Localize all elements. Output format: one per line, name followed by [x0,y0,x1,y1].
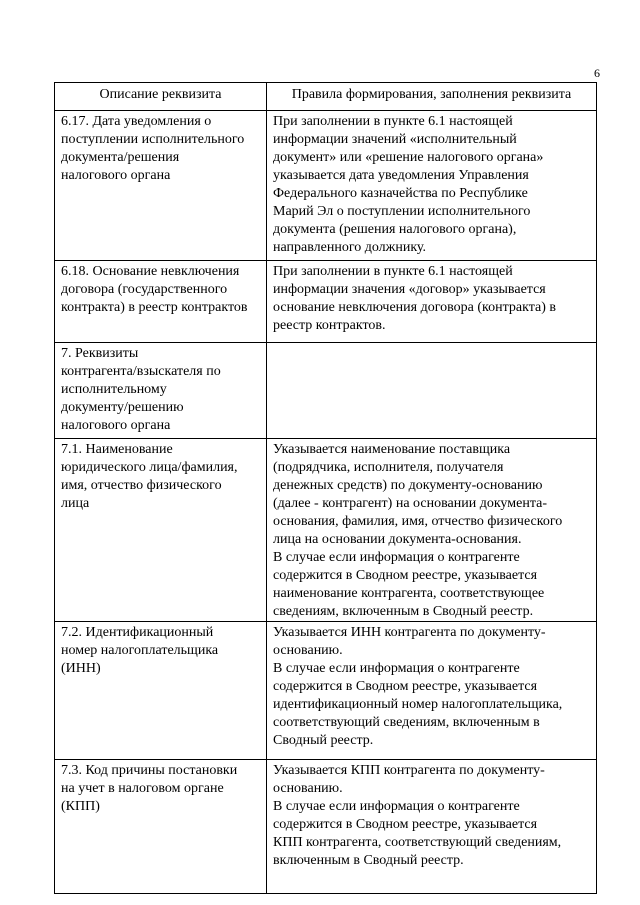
requisite-rules-line: соответствующий сведениям, включенным в [273,715,540,730]
requisite-description-line: контракта) в реестр контрактов [61,300,248,315]
requisite-rules-line: Указывается ИНН контрагента по документу- [273,625,546,640]
requisite-rules-line: Указывается наименование поставщика [273,442,511,457]
requisite-description-line: номер налогоплательщика [61,643,219,658]
requisite-description-line: (ИНН) [61,661,101,676]
requisite-description [55,261,267,343]
header-rules: Правила формирования, заполнения реквизита [267,83,597,111]
header-description: Описание реквизита [55,83,267,111]
requisite-rules-line: реестр контрактов. [273,318,386,333]
table-row [55,343,597,439]
requisite-rules-line: В случае если информация о контрагенте [273,799,520,814]
requisite-description-line: документа/решения [61,150,180,165]
table-header-row [55,83,597,111]
requisite-rules-line: содержится в Сводном реестре, указывается [273,817,538,832]
requisite-rules-line: идентификационный номер налогоплательщика, [273,697,563,712]
requisite-rules [267,760,597,894]
requisite-rules-line: основанию. [273,781,343,796]
requisite-description-line: 7. Реквизиты [61,346,139,361]
requisite-description-line: исполнительному [61,382,167,397]
requisite-rules-line: Марий Эл о поступлении исполнительного [273,204,531,219]
requisite-rules [267,111,597,261]
requisite-description-line: на учет в налоговом органе [61,781,224,796]
requisite-rules-line: информации значения «договор» указывается [273,282,546,297]
requisite-description-line: контрагента/взыскателя по [61,364,221,379]
requisite-rules-line: документа (решения налогового органа), [273,222,517,237]
requisite-rules-line: основания, фамилия, имя, отчество физического [273,514,563,529]
requisite-rules [267,261,597,343]
requisite-description-line: (КПП) [61,799,100,814]
requisite-rules-line: основанию. [273,643,343,658]
requisite-rules-line: указывается дата уведомления Управления [273,168,529,183]
requisite-description-line: налогового органа [61,168,171,183]
requisite-rules-line: денежных средств) по документу-основанию [273,478,543,493]
requisite-description-line: лица [61,496,90,511]
requisite-description-line: 6.17. Дата уведомления о [61,114,212,129]
requisite-rules [267,343,597,439]
requisite-description [55,111,267,261]
requisite-rules [267,622,597,760]
requisite-rules-line: основание невключения договора (контракта) в [273,300,556,315]
requisite-rules-line: информации значений «исполнительный [273,132,517,147]
requisite-description [55,439,267,622]
requisite-rules-line: содержится в Сводном реестре, указывается [273,568,538,583]
page-number: 6 [594,66,600,80]
requisite-rules-line: (подрядчика, исполнителя, получателя [273,460,504,475]
requisite-rules-line: Федерального казначейства по Республике [273,186,528,201]
requisite-description-line: имя, отчество физического [61,478,222,493]
requisite-description-line: 7.2. Идентификационный [61,625,214,640]
requisite-rules-line: При заполнении в пункте 6.1 настоящей [273,264,513,279]
requisite-rules-line: В случае если информация о контрагенте [273,550,520,565]
requisite-rules-line: В случае если информация о контрагенте [273,661,520,676]
requisite-description-line: 6.18. Основание невключения [61,264,240,279]
requisite-description-line: 7.1. Наименование [61,442,173,457]
requisite-description-line: налогового органа [61,418,171,433]
table-row [55,439,597,622]
table-row [55,760,597,894]
requisite-rules-line: Сводный реестр. [273,733,374,748]
requisite-description-line: документу/решению [61,400,184,415]
requisite-rules-line: лица на основании документа-основания. [273,532,522,547]
requisite-description [55,343,267,439]
requisite-rules-line: Указывается КПП контрагента по документу- [273,763,545,778]
requisite-description-line: юридического лица/фамилия, [61,460,238,475]
table-row [55,111,597,261]
requisite-description-line: договора (государственного [61,282,228,297]
requisite-description-line: 7.3. Код причины постановки [61,763,238,778]
requisite-rules-line: При заполнении в пункте 6.1 настоящей [273,114,513,129]
requisite-rules-line: направленного должнику. [273,240,427,255]
requisite-rules-line: документ» или «решение налогового органа» [273,150,544,165]
requisite-description-line: поступлении исполнительного [61,132,245,147]
requisite-rules-line: сведениям, включенным в Сводный реестр. [273,604,534,619]
requisite-rules [267,439,597,622]
requisite-description [55,760,267,894]
requisite-description [55,622,267,760]
requisite-rules-line: наименование контрагента, соответствующее [273,586,545,601]
requisite-rules-line: содержится в Сводном реестре, указывается [273,679,538,694]
table-row [55,261,597,343]
requisites-table [54,82,597,894]
requisite-rules-line: (далее - контрагент) на основании документа- [273,496,547,511]
requisite-rules-line: КПП контрагента, соответствующий сведениям, [273,835,562,850]
requisite-rules-line: включенным в Сводный реестр. [273,853,464,868]
table-row [55,622,597,760]
